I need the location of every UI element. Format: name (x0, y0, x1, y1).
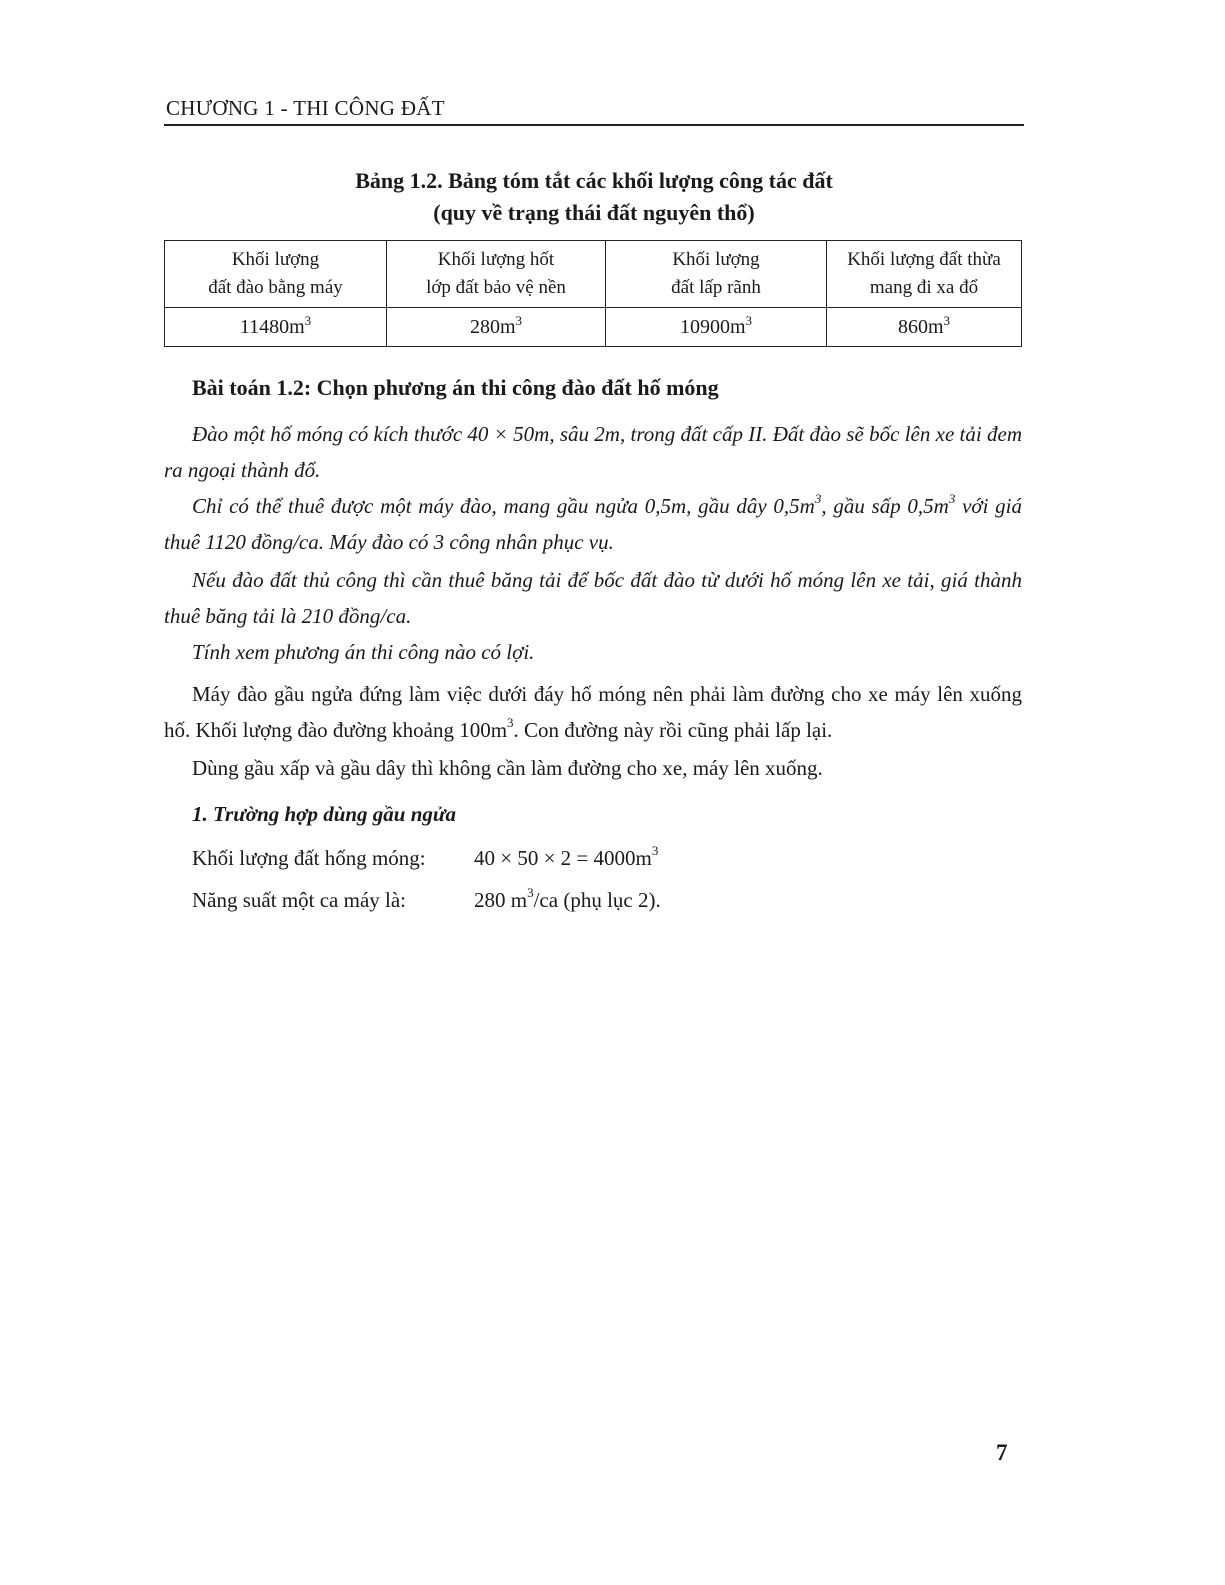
header-line: lớp đất bảo vệ nền (426, 277, 566, 298)
header-line: mang đi xa đổ (869, 277, 979, 298)
text-run: /ca (phụ lục 2). (533, 888, 661, 912)
superscript: 3 (948, 491, 956, 506)
superscript: 3 (507, 715, 514, 730)
table-header-row (165, 241, 1022, 308)
text-run: 280 m (474, 888, 528, 912)
earthwork-summary-table (164, 240, 1022, 347)
problem-paragraph: Nếu đào đất thủ công thì cần thuê băng tải để bốc đất đào từ dưới hố móng lên xe tải, giá thành thuê băng tải là 210 đồng/ca. (164, 568, 1022, 628)
text-run: . Con đường này rồi cũng phải lấp lại. (513, 718, 833, 742)
table-value-row (165, 308, 1022, 347)
text-run: 40 × 50 × 2 = 4000m (474, 846, 652, 870)
header-line: Khối lượng đất thừa (847, 249, 1001, 270)
header-line: đất đào bằng máy (208, 277, 343, 298)
table-caption: Bảng 1.2. Bảng tóm tắt các khối lượng công tác đất (355, 168, 833, 193)
header-line: đất lấp rãnh (671, 277, 761, 298)
body-paragraph: Dùng gầu xấp và gầu dây thì không cần làm đường cho xe, máy lên xuống. (192, 756, 823, 780)
text-run: , gầu sấp 0,5m (821, 494, 949, 518)
unit-exponent: 3 (943, 312, 951, 328)
calc-label: Khối lượng đất hống móng: (192, 846, 426, 870)
table-value-cell (387, 308, 606, 347)
problem-title: Bài toán 1.2: Chọn phương án thi công đào đất hố móng (192, 375, 719, 400)
table-value-cell (165, 308, 387, 347)
table-header-cell (827, 241, 1022, 308)
cell-value: 11480m (239, 315, 305, 338)
superscript: 3 (651, 843, 659, 858)
unit-exponent: 3 (304, 312, 312, 328)
header-rule (164, 124, 1024, 126)
table-header-cell (165, 241, 387, 308)
table-value-cell (606, 308, 827, 347)
table-value-cell (827, 308, 1022, 347)
body-paragraph (164, 676, 1022, 748)
problem-paragraph (164, 488, 1022, 560)
text-run: với giá thuê 1120 đồng/ca. Máy đào có 3 công nhân phục vụ. (164, 494, 1023, 554)
unit-exponent: 3 (745, 312, 753, 328)
cell-value: 10900m (679, 315, 746, 338)
superscript: 3 (814, 491, 822, 506)
problem-paragraph: Đào một hố móng có kích thước 40 × 50m, sâu 2m, trong đất cấp II. Đất đào sẽ bốc lên xe tải đem ra ngoại thành đổ. (164, 422, 1022, 482)
cell-value: 280m (469, 315, 516, 338)
table-caption-subtitle: (quy về trạng thái đất nguyên thổ) (433, 200, 755, 225)
header-line: Khối lượng hốt (437, 249, 555, 270)
page-number: 7 (996, 1440, 1008, 1465)
text-run: Máy đào gầu ngửa đứng làm việc dưới đáy hố móng nên phải làm đường cho xe máy lên xuống hố. Khối lượng đào đường khoảng 100m (164, 682, 1022, 742)
table-header-cell (387, 241, 606, 308)
superscript: 3 (527, 885, 534, 900)
calc-value (474, 882, 661, 918)
problem-question: Tính xem phương án thi công nào có lợi. (192, 640, 535, 664)
section-heading: 1. Trường hợp dùng gầu ngửa (192, 802, 456, 826)
header-line: Khối lượng (231, 249, 320, 270)
text-run: Chỉ có thể thuê được một máy đào, mang gầu ngửa 0,5m, gầu dây 0,5m (192, 494, 815, 518)
calc-label: Năng suất một ca máy là: (192, 888, 407, 912)
running-header: CHƯƠNG 1 - THI CÔNG ĐẤT (166, 96, 445, 120)
cell-value: 860m (897, 315, 944, 338)
header-line: Khối lượng (672, 249, 760, 270)
unit-exponent: 3 (515, 312, 523, 328)
calc-value (474, 840, 658, 876)
table-header-cell (606, 241, 827, 308)
